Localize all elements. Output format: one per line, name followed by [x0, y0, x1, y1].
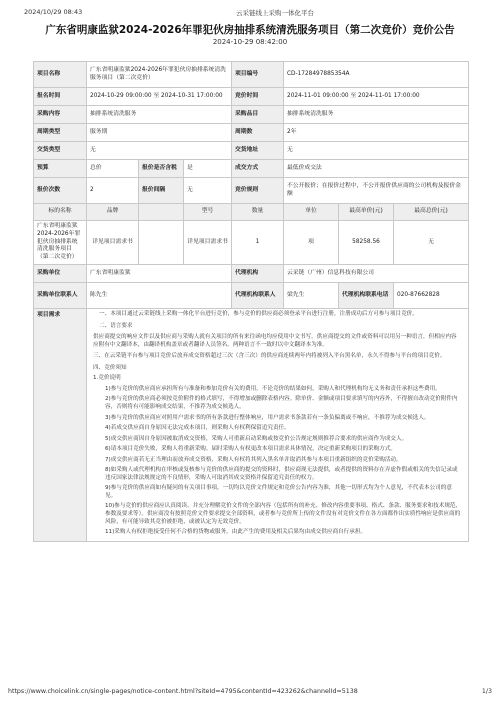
row-contact	[34, 283, 469, 309]
item-total: 无	[394, 221, 469, 265]
req-item: 11)采购人有权拒绝接受任何不合格的货物或服务，由此产生的费用及相关后果均由成交供应商自行承担。	[105, 529, 367, 536]
req-item: 5)成交供应商因自身原因被取消成交资格，采购人可重新启动采购或按竞价公告规定规则推荐合要求的供应商作为成交人。	[105, 435, 408, 442]
label-buyer: 采购单位	[34, 265, 87, 283]
item-qty: 1	[232, 221, 284, 265]
item-unit: 项	[284, 221, 339, 265]
value-period-value: 2年	[284, 124, 469, 142]
header-unit-price: 最高单价(元)	[339, 204, 394, 221]
print-site-name: 云采链线上采购一体化平台	[236, 9, 314, 17]
item-name: 广东省明康监狱2024-2026年罪犯伙房抽排系统清洗服务项目（第二次竞价）	[34, 221, 87, 265]
req-item: 8)如采购人或代理机构在审核或复核参与竞价的供应商的提交的资料时，供应商现无法提供，或者提供的资料存在弄虚作假或相关的失信记录或违反国家法律法规规定的不良情形，采购人可取消其成交资格并保留追究责任的权力。	[105, 467, 458, 481]
label-signup-time: 报名时间	[34, 88, 87, 106]
value-agency: 云采链（广州）信息科技有限公司	[284, 265, 469, 283]
label-period: 周期类型	[34, 124, 87, 142]
header-model: 型号	[184, 204, 232, 221]
value-agency-phone: 020-87662828	[394, 283, 469, 309]
print-header	[24, 8, 476, 20]
item-unit-price: 58258.56	[339, 221, 394, 265]
value-category: 抽排系统清洗服务	[87, 106, 232, 124]
notice-title: 广东省明康监狱2024-2026年罪犯伙房抽排系统清洗服务项目（第二次竞价）竞价公告	[45, 24, 455, 36]
req-paragraph: 供应商提交的响应文件以及供应商与采购人就有关项目的所有来往函电均应使用中文书写。供应商提交的文件或资料可以用另一种语言，但相应内容应附有中文翻译本，由翻译机构盖章或者翻译人员签名。两种语言不一致时以中文翻译本为准。	[93, 334, 457, 348]
req-item: 3)参与竞价的供应商应对照用户需求书的所有条款进行整体响应，用户需求书条款若有一条负偏离或不响应，不推荐为成交候选人。	[105, 414, 430, 421]
req-heading: 二、语言要求	[99, 322, 133, 329]
req-heading: 1.竞价说明	[93, 375, 121, 382]
header-brand: 品牌	[87, 204, 139, 221]
value-signup-time: 2024-10-29 09:00:00 至 2024-10-31 17:00:00	[87, 88, 232, 106]
item-model: 详见项目需求书	[184, 221, 232, 265]
label-price-cap: 报价是否含税	[139, 160, 184, 178]
value-bid-time: 2024-11-01 09:00:00 至 2024-11-01 17:00:00	[284, 88, 469, 106]
label-agency: 代理机构	[232, 265, 284, 283]
req-item: 7)成交供应商若无正当理由而放弃成交资格，采购人有权将其列入黑名单并取消其参与本项目重新组织的竞价采购活动。	[105, 456, 402, 463]
page-number: 1/3	[481, 688, 492, 695]
label-category: 采购内容	[34, 106, 87, 124]
value-buyer: 广东省明康监狱	[87, 265, 232, 283]
value-delivery-addr: 无	[284, 142, 469, 160]
label-requirements: 项目需求	[34, 309, 87, 542]
value-buyer-contact: 陈先生	[87, 283, 232, 309]
req-paragraph: 一、本项目通过云采链线上采购一体化平台进行竞价，参与竞价的供应商必须登录平台进行注册，注册成功后方可参与项目竞价。	[99, 311, 418, 318]
label-delivery-addr: 交货地址	[232, 142, 284, 160]
header-qty: 数量	[232, 204, 284, 221]
req-heading: 四、竞价须知	[93, 364, 127, 371]
label-bid-rule: 竞价规则	[232, 178, 284, 204]
requirements-content	[87, 309, 469, 542]
row-delivery	[34, 142, 469, 160]
label-rounds: 报价次数	[34, 178, 87, 204]
value-delivery: 无	[87, 142, 232, 160]
item-blank	[139, 221, 184, 265]
label-type: 采购品目	[232, 106, 284, 124]
label-delivery: 交货类型	[34, 142, 87, 160]
item-brand: 详见项目需求书	[87, 221, 139, 265]
row-category	[34, 106, 469, 124]
value-bid-interval: 无	[184, 178, 232, 204]
label-bid-time: 竞价时间	[232, 88, 284, 106]
header-item-name: 标的名称	[34, 204, 87, 221]
value-rounds: 2	[87, 178, 139, 204]
value-trade-mode: 最低价成交法	[284, 160, 469, 178]
value-budget: 总价	[87, 160, 139, 178]
page-url: https://www.choicelink.cn/single-pages/notice-content.html?siteId=4795&contentId=423262&channelId=5138	[8, 688, 358, 695]
row-item-header	[34, 204, 469, 221]
print-datetime: 2024/10/29 08:43	[24, 8, 83, 16]
row-budget	[34, 160, 469, 178]
header-unit: 单位	[284, 204, 339, 221]
value-project-name: 广东省明康监狱2024-2026年罪犯伙房抽排系统清洗服务项目（第二次竞价）	[87, 62, 232, 88]
label-trade-mode: 成交方式	[232, 160, 284, 178]
req-item: 10)参与竞价的供应商应认真阅读、并充分理解竞价文件的全部内容（包括所有的补充、修改内容重要事项、格式、条款、服务要求和技术规范、参数及要求等）。供应商没有按照竞价文件要求提交全部资料，或者参与竞价所上传的文件没有对竞价文件在各方面都作出实质性响应是供应商的风险，有可能导致其竞价被拒绝，或被认定为无效竞价。	[105, 503, 462, 525]
label-period-value: 周期数	[232, 124, 284, 142]
value-project-no: CD-1728497885354A	[284, 62, 469, 88]
row-item	[34, 221, 469, 265]
label-bid-interval: 报价间隔	[139, 178, 184, 204]
print-footer	[0, 688, 500, 700]
value-period: 服务期	[87, 124, 232, 142]
header-blank	[139, 204, 184, 221]
row-time	[34, 88, 469, 106]
req-item: 2)参与竞价的供应商必须按竞价附件的格式填写，不得增加或删除表格内容。除单价、金额或项目要求填写的内容外，不得擅自改动竞价附件内容，否则将有可能影响成交结果，不推荐为成交候选人。	[105, 396, 458, 410]
label-agency-contact: 代理机构联系人	[232, 283, 284, 309]
value-type: 抽排系统清洗服务	[284, 106, 469, 124]
req-item: 6)请本项目竞价失败，采购人将重新采购。届时采购人有权更改本项目需求具体情况，决定重新采购项目的采购方式。	[105, 446, 397, 453]
row-rounds	[34, 178, 469, 204]
row-project-name	[34, 62, 469, 88]
label-buyer-contact: 采购单位联系人	[34, 283, 87, 309]
publish-time: 2024-10-29 08:42:00	[212, 38, 288, 46]
label-project-no: 项目编号	[232, 62, 284, 88]
req-paragraph: 三、在云采链平台参与项目竞价后放弃成交资格超过三次（含三次）的供应商连续两年内将被列入平台黑名单，永久不得参与平台的项目竞价。	[93, 353, 446, 360]
req-item: 4)若成交供应商自身原因无法完成本项目，则采购人有权利保留追究责任。	[105, 425, 290, 432]
req-item: 1)参与竞价的供应商应承担所有与准备和参加竞价有关的费用，不论竞价的结果如何，采购人和代理机构均无义务和责任承担这些费用。	[105, 385, 441, 392]
row-requirements	[34, 309, 469, 542]
label-budget: 预算	[34, 160, 87, 178]
notice-info-table	[33, 61, 469, 542]
value-price-cap: 是	[184, 160, 232, 178]
label-agency-phone: 代理机构联系电话	[339, 283, 394, 309]
row-period	[34, 124, 469, 142]
value-bid-rule: 不公开报价；在报价过程中，不公开报价供应商的公司机构及报价金额	[284, 178, 469, 204]
req-item: 9)参与竞价的供应商如有疑问的有关项目事项，一切均以竞价文件规定和竞价公告内容为准，其他一切形式均为个人意见，不代表本公司的意见。	[105, 485, 452, 499]
header-total: 最高总价(元)	[394, 204, 469, 221]
label-project-name: 项目名称	[34, 62, 87, 88]
row-org	[34, 265, 469, 283]
value-agency-contact: 梁先生	[284, 283, 339, 309]
